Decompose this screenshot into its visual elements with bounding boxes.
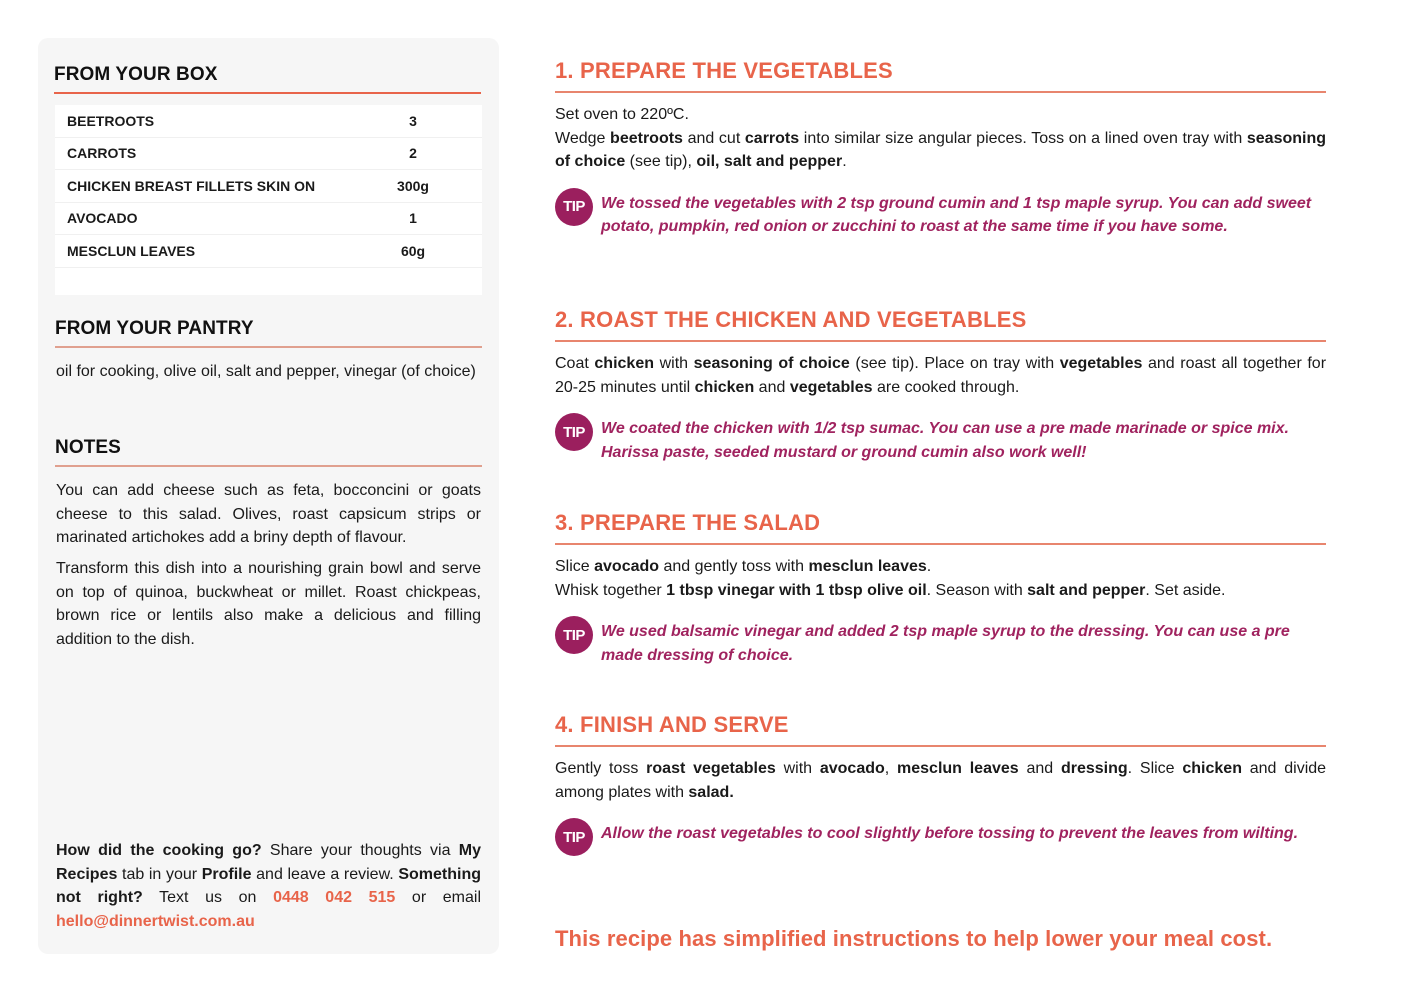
feedback-text-part: Share your thoughts via xyxy=(261,842,459,859)
ingredient-qty: 60g xyxy=(400,242,426,259)
ingredient-emphasis: salad. xyxy=(688,783,734,801)
step-text: (see tip). Place on tray with xyxy=(849,355,1060,372)
ingredient-qty: 2 xyxy=(409,145,417,162)
step-text: . Set aside. xyxy=(1145,581,1226,599)
support-question: Something not right? xyxy=(56,865,481,906)
my-recipes-tab-link[interactable]: My Recipes xyxy=(56,842,482,883)
ingredient-name: CHICKEN BREAST FILLETS SKIN ON xyxy=(67,177,316,194)
step-text: with xyxy=(654,355,694,372)
tip xyxy=(555,188,1326,239)
ingredient-name: MESCLUN LEAVES xyxy=(67,242,196,259)
step-text: with xyxy=(775,760,820,777)
step-body xyxy=(555,352,1326,399)
step-text: and roast all together for 20-25 minutes until xyxy=(555,355,1327,396)
pantry-text: oil for cooking, olive oil, salt and pepper, vinegar (of choice) xyxy=(56,363,476,380)
step-text: . xyxy=(926,558,932,575)
feedback-text-part: Text us on xyxy=(142,889,274,906)
step-text: and xyxy=(1018,760,1061,777)
step-line xyxy=(555,127,1326,174)
ingredient-emphasis: chicken xyxy=(1182,760,1242,777)
table-row xyxy=(55,170,482,203)
step-text: Wedge xyxy=(555,129,611,147)
ingredients-table xyxy=(55,105,482,295)
ingredient-emphasis: 1 tbsp vinegar with 1 tbsp olive oil xyxy=(666,581,927,599)
ingredient-emphasis: mesclun leaves xyxy=(897,760,1019,777)
feedback-text-part: and leave a review. xyxy=(251,865,399,883)
tip-badge-icon: TIP xyxy=(555,188,593,226)
tip-badge-icon: TIP xyxy=(555,616,593,654)
ingredient-emphasis: vegetables xyxy=(789,378,873,396)
ingredient-emphasis: roast vegetables xyxy=(646,760,776,777)
step-2 xyxy=(555,307,1326,464)
step-text: Gently toss xyxy=(555,760,647,777)
ingredient-emphasis: mesclun leaves xyxy=(808,558,927,575)
tip-text: We coated the chicken with 1/2 tsp sumac. You can use a pre made marinade or spice mix. Harissa paste, seeded mustard or ground cumin also work well! xyxy=(601,420,1289,461)
phone-link[interactable]: 0448 042 515 xyxy=(273,889,396,906)
feedback-text-part: tab in your xyxy=(117,865,202,883)
from-your-pantry-heading: FROM YOUR PANTRY xyxy=(55,318,482,348)
step-body xyxy=(555,757,1326,804)
table-row xyxy=(55,105,482,138)
ingredient-name: CARROTS xyxy=(67,145,137,162)
step-text: . Slice xyxy=(1127,760,1183,777)
feedback-question: How did the cooking go? xyxy=(56,842,262,859)
step-line xyxy=(555,352,1326,399)
step-text: and cut xyxy=(682,129,745,147)
ingredient-qty: 3 xyxy=(409,112,417,129)
notes-heading: NOTES xyxy=(55,437,482,467)
step-text: and gently toss with xyxy=(659,558,809,575)
tip xyxy=(555,818,1326,858)
step-title: 1. PREPARE THE VEGETABLES xyxy=(555,58,1326,93)
step-4 xyxy=(555,712,1326,858)
step-line xyxy=(555,103,1326,127)
ingredient-emphasis: beetroots xyxy=(610,129,683,147)
tip-text: We tossed the vegetables with 2 tsp ground cumin and 1 tsp maple syrup. You can add sweet potato, pumpkin, red onion or zucchini to roast at the same time if you have some. xyxy=(601,194,1312,235)
step-text: and divide among plates with xyxy=(555,760,1327,801)
ingredient-emphasis: carrots xyxy=(744,129,800,147)
step-text: . Season with xyxy=(926,581,1028,599)
ingredient-emphasis: salt and pepper xyxy=(1027,581,1146,599)
step-body xyxy=(555,555,1326,602)
profile-link[interactable]: Profile xyxy=(201,865,252,883)
table-row xyxy=(55,138,482,171)
step-line xyxy=(555,555,1326,579)
ingredient-name: AVOCADO xyxy=(67,210,138,227)
ingredient-qty: 300g xyxy=(397,177,429,194)
step-text: are cooked through. xyxy=(872,378,1020,396)
feedback-text xyxy=(56,839,481,933)
tip xyxy=(555,413,1326,464)
tip xyxy=(555,616,1326,667)
ingredient-emphasis: seasoning of choice xyxy=(555,129,1327,170)
note-paragraph: You can add cheese such as feta, bocconcini or goats cheese to this salad. Olives, roast capsicum strips or marinated artichokes add a briny depth of flavour. xyxy=(56,482,481,546)
feedback-text-part: or email xyxy=(395,889,482,906)
ingredient-emphasis: dressing xyxy=(1060,760,1128,777)
ingredient-emphasis: chicken xyxy=(694,378,755,396)
ingredient-emphasis: seasoning of choice xyxy=(693,355,850,372)
ingredient-qty: 1 xyxy=(409,210,417,227)
step-text: Set oven to 220ºC. xyxy=(555,106,689,123)
email-link[interactable]: hello@dinnertwist.com.au xyxy=(56,912,255,930)
ingredient-name: BEETROOTS xyxy=(67,112,155,129)
simplified-instructions-note: This recipe has simplified instructions to help lower your meal cost. xyxy=(555,926,1273,951)
step-text: (see tip), xyxy=(625,153,697,170)
step-3 xyxy=(555,510,1326,667)
tip-text: We used balsamic vinegar and added 2 tsp maple syrup to the dressing. You can use a pre made dressing of choice. xyxy=(601,623,1290,664)
ingredient-emphasis: avocado xyxy=(594,558,660,575)
table-row xyxy=(55,203,482,236)
step-text: Coat xyxy=(555,355,595,372)
step-body xyxy=(555,103,1326,174)
tip-badge-icon: TIP xyxy=(555,413,593,451)
step-text: Slice xyxy=(555,558,595,575)
tip-text: Allow the roast vegetables to cool slightly before tossing to prevent the leaves from wilting. xyxy=(601,825,1299,842)
step-title: 2. ROAST THE CHICKEN AND VEGETABLES xyxy=(555,307,1326,342)
from-your-box-heading: FROM YOUR BOX xyxy=(54,64,481,94)
ingredient-emphasis: oil, salt and pepper xyxy=(696,153,843,170)
step-text: Whisk together xyxy=(555,581,667,599)
table-row xyxy=(55,235,482,268)
tip-badge-icon: TIP xyxy=(555,818,593,856)
step-line xyxy=(555,579,1326,603)
step-title: 3. PREPARE THE SALAD xyxy=(555,510,1326,545)
step-title: 4. FINISH AND SERVE xyxy=(555,712,1326,747)
step-text: . xyxy=(842,153,847,170)
step-text: into similar size angular pieces. Toss on a lined oven tray with xyxy=(799,129,1247,147)
sidebar-panel xyxy=(38,38,499,954)
step-line xyxy=(555,757,1326,804)
ingredient-emphasis: chicken xyxy=(594,355,654,372)
ingredient-emphasis: vegetables xyxy=(1059,355,1143,372)
step-text: and xyxy=(754,378,790,396)
step-text: , xyxy=(884,760,898,777)
ingredient-emphasis: avocado xyxy=(819,760,885,777)
step-1 xyxy=(555,58,1326,239)
note-paragraph: Transform this dish into a nourishing grain bowl and serve on top of quinoa, buckwheat or millet. Roast chickpeas, brown rice or lentils also make a delicious and filling addition to the dish. xyxy=(56,560,481,648)
